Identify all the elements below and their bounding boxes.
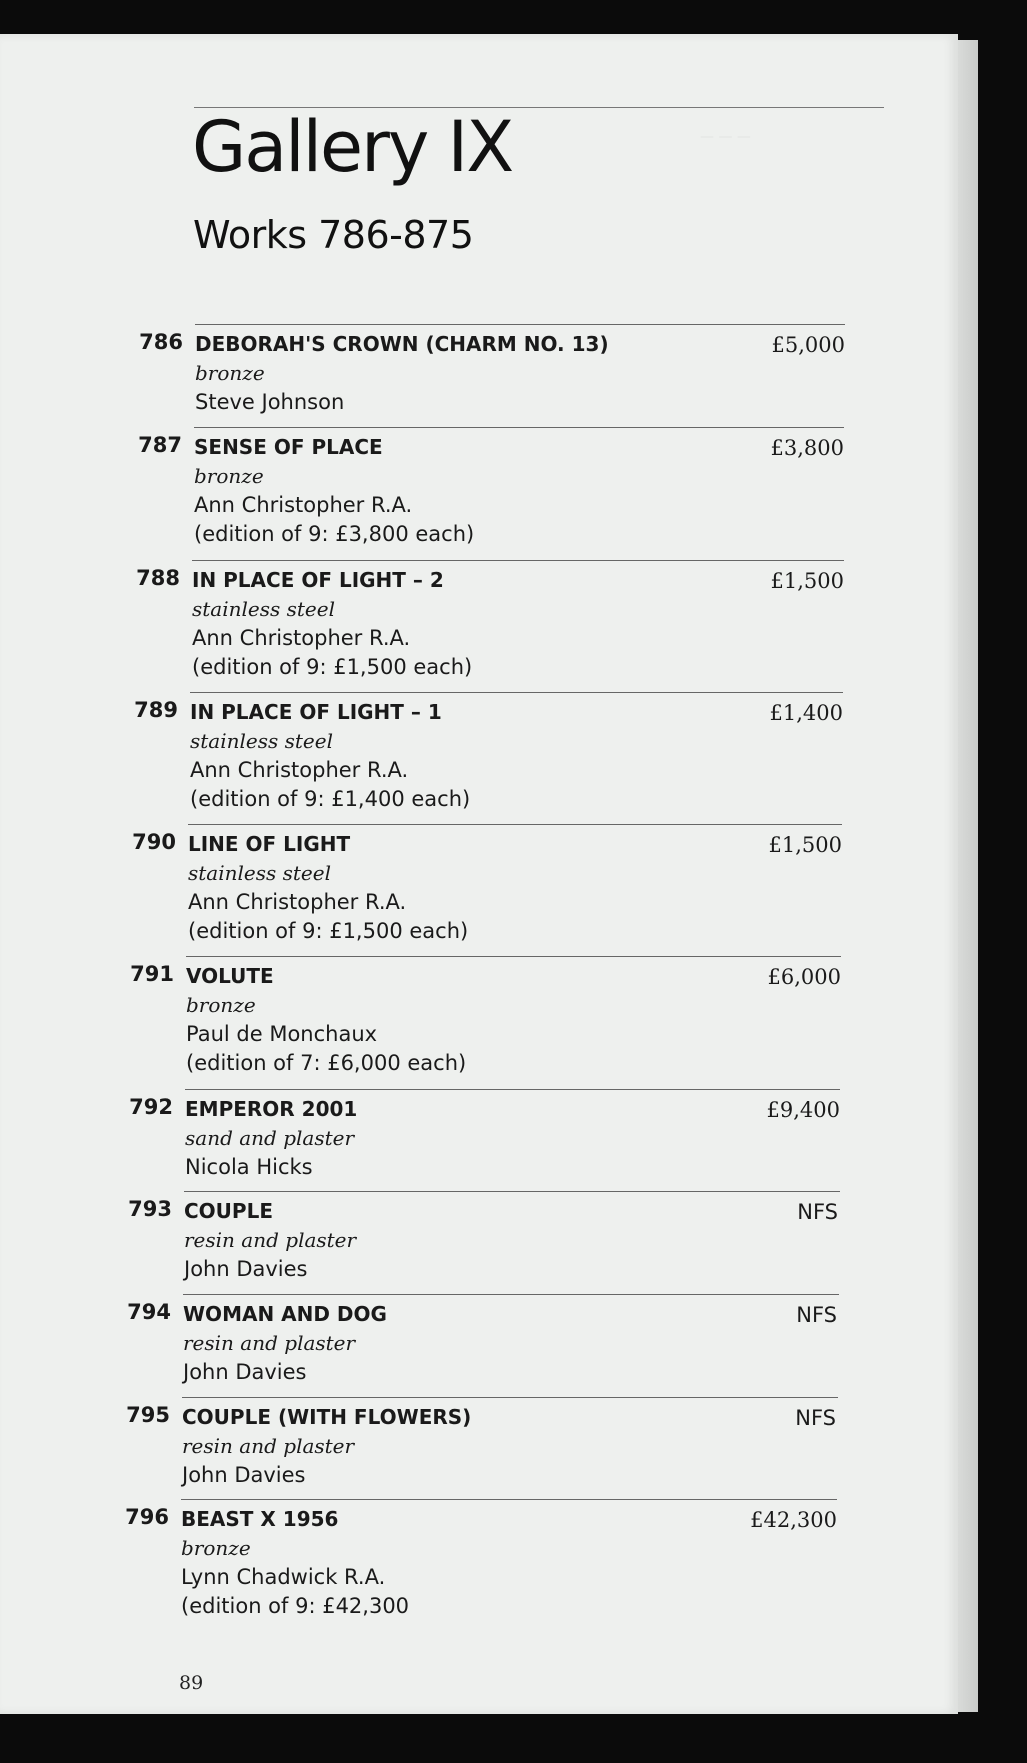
entry-artist: Ann Christopher R.A.	[192, 626, 411, 650]
entry-number: 788	[136, 566, 180, 590]
entry-rule	[186, 956, 841, 957]
entry-number: 786	[139, 330, 183, 354]
entry-medium: sand and plaster	[185, 1126, 355, 1150]
entry-title: COUPLE	[184, 1199, 273, 1223]
entry-price: £5,000	[771, 333, 845, 357]
entry-title: VOLUTE	[186, 964, 274, 988]
entry-price: £3,800	[770, 436, 844, 460]
entry-price: NFS	[795, 1406, 836, 1430]
entry-title: WOMAN AND DOG	[183, 1302, 387, 1326]
catalogue-page	[0, 34, 958, 1714]
show-through-text: — — —	[700, 129, 751, 145]
entry-medium: bronze	[195, 361, 265, 385]
entry-medium: resin and plaster	[182, 1434, 355, 1458]
entry-number: 790	[132, 830, 176, 854]
entry-price: £1,500	[768, 833, 842, 857]
entry-price: NFS	[796, 1303, 837, 1327]
page-title: Gallery IX	[192, 106, 513, 188]
entry-rule	[192, 560, 844, 561]
entry-price: £1,500	[770, 569, 844, 593]
entry-rule	[194, 427, 844, 428]
entry-rule	[182, 1397, 838, 1398]
entry-artist: Steve Johnson	[195, 390, 345, 414]
entry-edition: (edition of 7: £6,000 each)	[186, 1051, 467, 1075]
entry-edition: (edition of 9: £1,500 each)	[192, 655, 473, 679]
entry-number: 793	[128, 1197, 172, 1221]
entry-artist: Paul de Monchaux	[186, 1022, 378, 1046]
entry-artist: Ann Christopher R.A.	[194, 493, 413, 517]
entry-medium: bronze	[194, 464, 264, 488]
entry-number: 789	[134, 698, 178, 722]
entry-edition: (edition of 9: £3,800 each)	[194, 522, 475, 546]
page-edge	[958, 40, 978, 1712]
entry-medium: bronze	[181, 1536, 251, 1560]
entry-number: 795	[126, 1403, 170, 1427]
entry-artist: John Davies	[182, 1463, 306, 1487]
entry-rule	[188, 824, 842, 825]
entry-rule	[195, 324, 845, 325]
entry-edition: (edition of 9: £1,400 each)	[190, 787, 471, 811]
entry-artist: John Davies	[184, 1257, 308, 1281]
entry-artist: Ann Christopher R.A.	[188, 890, 407, 914]
entry-title: BEAST X 1956	[181, 1507, 339, 1531]
entry-rule	[185, 1089, 840, 1090]
entry-number: 787	[138, 433, 182, 457]
entry-medium: stainless steel	[190, 729, 333, 753]
entry-title: LINE OF LIGHT	[188, 832, 351, 856]
entry-rule	[190, 692, 843, 693]
entry-price: NFS	[797, 1200, 838, 1224]
entry-rule	[184, 1191, 840, 1192]
entry-medium: resin and plaster	[184, 1228, 357, 1252]
entry-medium: bronze	[186, 993, 256, 1017]
entry-title: DEBORAH'S CROWN (CHARM NO. 13)	[195, 332, 609, 356]
entry-price: £6,000	[767, 965, 841, 989]
entry-number: 792	[129, 1095, 173, 1119]
entry-price: £42,300	[750, 1508, 837, 1532]
entry-medium: stainless steel	[192, 597, 335, 621]
entry-number: 794	[127, 1300, 171, 1324]
entry-number: 791	[130, 962, 174, 986]
entry-medium: resin and plaster	[183, 1331, 356, 1355]
entry-number: 796	[125, 1505, 169, 1529]
entry-rule	[183, 1294, 839, 1295]
entry-price: £9,400	[766, 1098, 840, 1122]
entry-title: SENSE OF PLACE	[194, 435, 383, 459]
entry-title: COUPLE (WITH FLOWERS)	[182, 1405, 472, 1429]
entry-edition: (edition of 9: £1,500 each)	[188, 919, 469, 943]
entry-edition: (edition of 9: £42,300	[181, 1594, 410, 1618]
entry-artist: Ann Christopher R.A.	[190, 758, 409, 782]
entry-title: EMPEROR 2001	[185, 1097, 358, 1121]
entry-medium: stainless steel	[188, 861, 331, 885]
page-number: 89	[179, 1672, 204, 1694]
entry-artist: John Davies	[183, 1360, 307, 1384]
entry-title: IN PLACE OF LIGHT – 2	[192, 568, 444, 592]
entry-rule	[181, 1499, 837, 1500]
entry-title: IN PLACE OF LIGHT – 1	[190, 700, 442, 724]
entry-price: £1,400	[769, 701, 843, 725]
entry-artist: Lynn Chadwick R.A.	[181, 1565, 386, 1589]
entry-artist: Nicola Hicks	[185, 1155, 313, 1179]
works-range: Works 786-875	[193, 213, 474, 257]
